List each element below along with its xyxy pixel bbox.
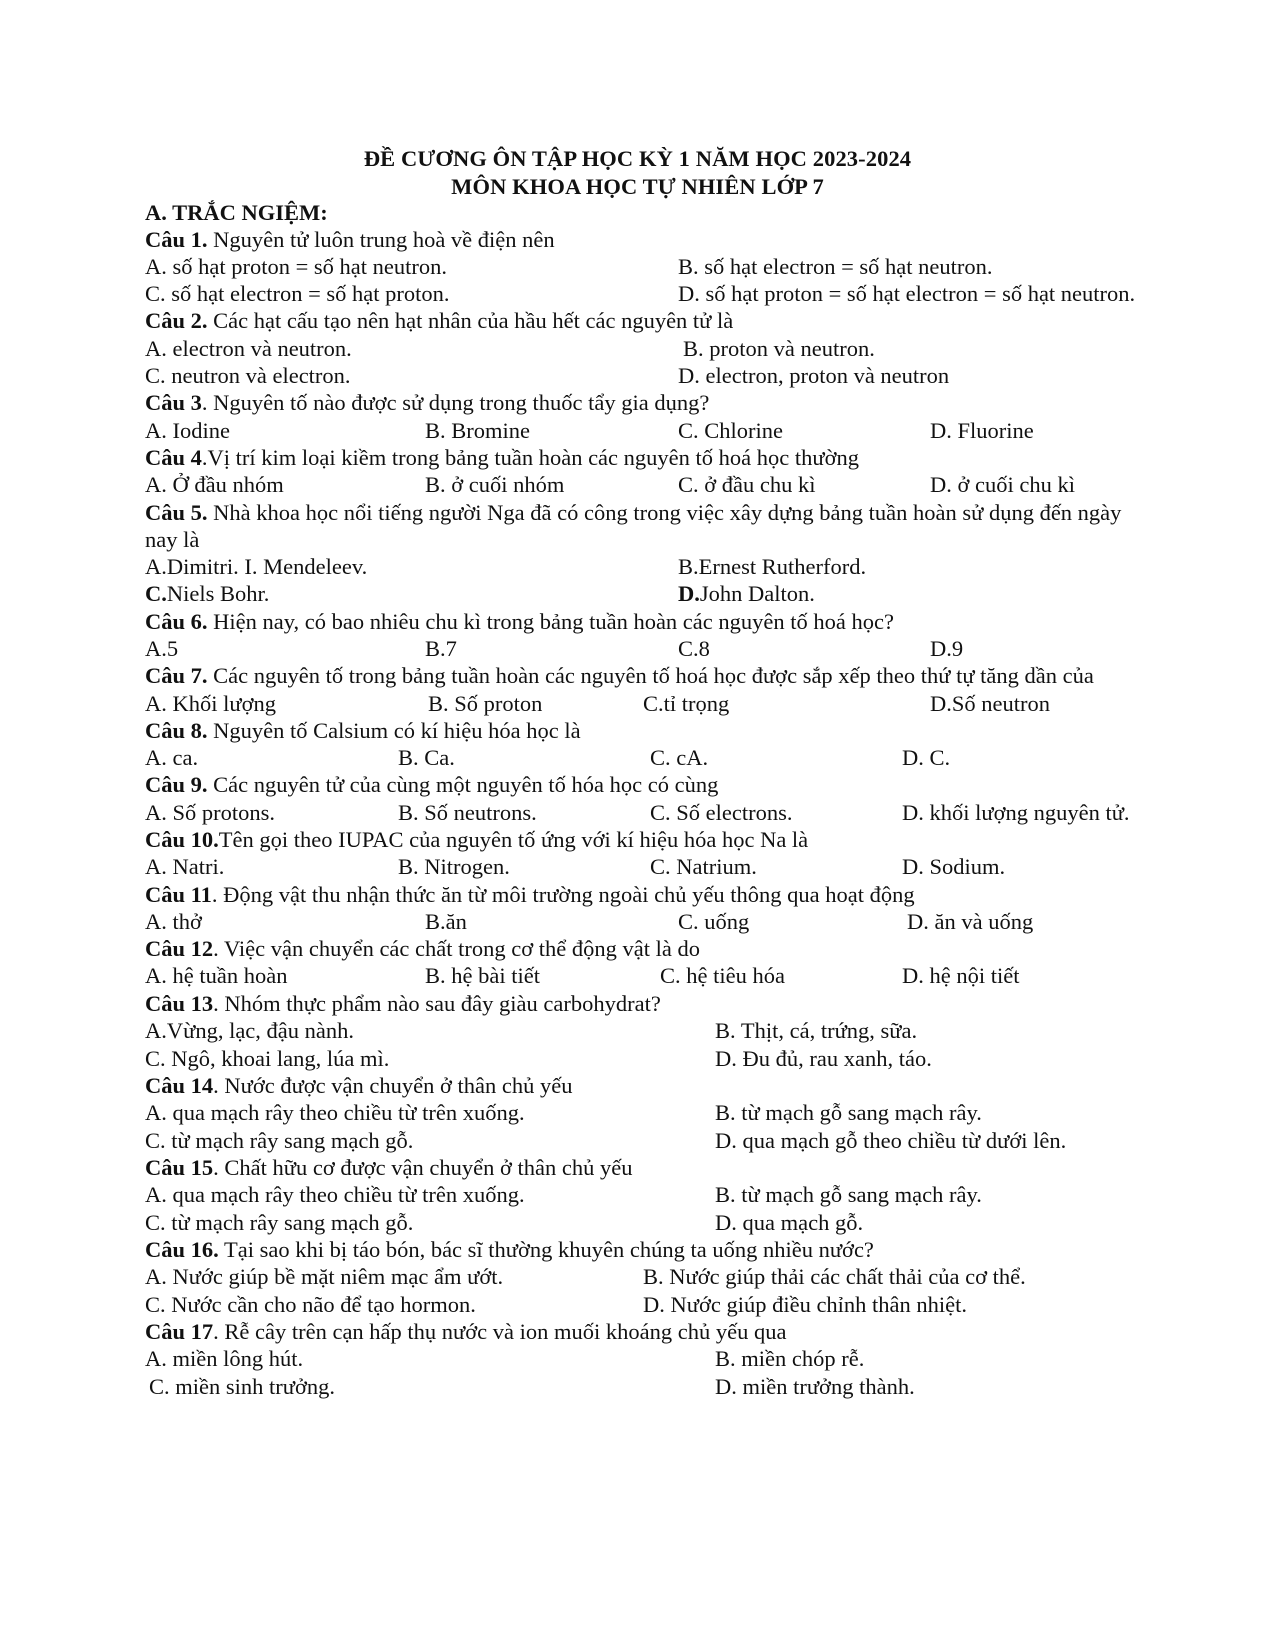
option-c: C.tỉ trọng bbox=[643, 691, 730, 716]
section-heading: A. TRẮC NGIỆM: bbox=[145, 200, 328, 225]
question-label: Câu 2. bbox=[145, 308, 208, 333]
question-14 bbox=[145, 1073, 573, 1099]
option-d: D.9 bbox=[930, 636, 964, 661]
option-d: D.Số neutron bbox=[930, 691, 1050, 716]
option-d: D. Sodium. bbox=[902, 854, 1006, 879]
question-3 bbox=[145, 390, 709, 416]
question-text: Các hạt cấu tạo nên hạt nhân của hầu hết các nguyên tử là bbox=[207, 308, 734, 333]
question-7 bbox=[145, 663, 1094, 689]
question-11 bbox=[145, 882, 915, 908]
option-c: C. neutron và electron. bbox=[145, 363, 351, 388]
option-letter: D. bbox=[678, 581, 700, 606]
option-b: B. miền chóp rễ. bbox=[715, 1346, 865, 1371]
option-c bbox=[145, 581, 269, 607]
option-b: B. Ca. bbox=[398, 745, 455, 770]
option-c: C. ở đầu chu kì bbox=[678, 472, 816, 497]
question-16 bbox=[145, 1237, 874, 1263]
option-d bbox=[678, 581, 815, 607]
option-d: D. Fluorine bbox=[930, 418, 1034, 443]
question-label: Câu 8. bbox=[145, 718, 208, 743]
question-text: Tên gọi theo IUPAC của nguyên tố ứng với kí hiệu hóa học Na là bbox=[218, 827, 809, 852]
option-c: C. từ mạch rây sang mạch gỗ. bbox=[145, 1210, 414, 1235]
question-text: . Rễ cây trên cạn hấp thụ nước và ion muối khoáng chủ yếu qua bbox=[213, 1319, 787, 1344]
option-d: D. qua mạch gỗ theo chiều từ dưới lên. bbox=[715, 1128, 1067, 1153]
option-b: B. Số proton bbox=[428, 691, 543, 716]
question-text: Hiện nay, có bao nhiêu chu kì trong bảng tuần hoàn các nguyên tố hoá học? bbox=[207, 609, 894, 634]
question-label: Câu 4 bbox=[145, 445, 202, 470]
question-label: Câu 9. bbox=[145, 772, 208, 797]
option-c: C. Ngô, khoai lang, lúa mì. bbox=[145, 1046, 390, 1071]
question-label: Câu 13 bbox=[145, 991, 214, 1016]
option-a: A. Iodine bbox=[145, 418, 230, 443]
option-b: B. Nitrogen. bbox=[398, 854, 510, 879]
option-c: C. số hạt electron = số hạt proton. bbox=[145, 281, 450, 306]
option-c: C. Chlorine bbox=[678, 418, 783, 443]
question-label: Câu 16. bbox=[145, 1237, 219, 1262]
question-10 bbox=[145, 827, 808, 853]
question-label: Câu 11 bbox=[145, 882, 212, 907]
document-title: ĐỀ CƯƠNG ÔN TẬP HỌC KỲ 1 NĂM HỌC 2023-2024 bbox=[363, 146, 912, 171]
option-d: D. ăn và uống bbox=[907, 909, 1034, 934]
question-label: Câu 17 bbox=[145, 1319, 214, 1344]
option-b: B. Bromine bbox=[425, 418, 530, 443]
option-c: C. uống bbox=[678, 909, 750, 934]
question-label: Câu 6. bbox=[145, 609, 208, 634]
option-a: A. electron và neutron. bbox=[145, 336, 352, 361]
option-d: D. Nước giúp điều chỉnh thân nhiệt. bbox=[643, 1292, 968, 1317]
option-b: B. Nước giúp thải các chất thải của cơ thể. bbox=[643, 1264, 1026, 1289]
option-d: D. ở cuối chu kì bbox=[930, 472, 1075, 497]
question-5 bbox=[145, 500, 1121, 526]
option-d: D. electron, proton và neutron bbox=[678, 363, 950, 388]
option-b: B. từ mạch gỗ sang mạch rây. bbox=[715, 1100, 982, 1125]
option-b: B. ở cuối nhóm bbox=[425, 472, 565, 497]
option-a: A. số hạt proton = số hạt neutron. bbox=[145, 254, 448, 279]
question-text-continued: nay là bbox=[145, 527, 200, 552]
question-label: Câu 7. bbox=[145, 663, 208, 688]
option-b: B. proton và neutron. bbox=[683, 336, 875, 361]
question-4 bbox=[145, 445, 859, 471]
question-text: Các nguyên tố trong bảng tuần hoàn các nguyên tố hoá học được sắp xếp theo thứ tự tăng dần của bbox=[207, 663, 1094, 688]
option-c: C. hệ tiêu hóa bbox=[660, 963, 785, 988]
option-a: A. qua mạch rây theo chiều từ trên xuống. bbox=[145, 1182, 525, 1207]
question-text: Nhà khoa học nổi tiếng người Nga đã có công trong việc xây dựng bảng tuần hoàn sử dụng đến ngày bbox=[207, 500, 1122, 525]
option-c: C. miền sinh trưởng. bbox=[149, 1374, 335, 1399]
option-d: D. miền trưởng thành. bbox=[715, 1374, 915, 1399]
option-c: C. cA. bbox=[650, 745, 709, 770]
option-c: C. từ mạch rây sang mạch gỗ. bbox=[145, 1128, 414, 1153]
option-a: A.Vừng, lạc, đậu nành. bbox=[145, 1018, 355, 1043]
question-text: . Động vật thu nhận thức ăn từ môi trường ngoài chủ yếu thông qua hoạt động bbox=[211, 882, 915, 907]
question-13 bbox=[145, 991, 661, 1017]
question-label: Câu 3 bbox=[145, 390, 202, 415]
option-a: A. miền lông hút. bbox=[145, 1346, 304, 1371]
document-subtitle: MÔN KHOA HỌC TỰ NHIÊN LỚP 7 bbox=[451, 174, 824, 199]
option-a: A. Nước giúp bề mặt niêm mạc ẩm ướt. bbox=[145, 1264, 504, 1289]
option-b: B. hệ bài tiết bbox=[425, 963, 540, 988]
option-b: B.Ernest Rutherford. bbox=[678, 554, 867, 579]
question-2 bbox=[145, 308, 733, 334]
question-label: Câu 1. bbox=[145, 227, 208, 252]
question-label: Câu 15 bbox=[145, 1155, 214, 1180]
question-8 bbox=[145, 718, 581, 744]
option-d: D. khối lượng nguyên tử. bbox=[902, 800, 1130, 825]
option-a: A. hệ tuần hoàn bbox=[145, 963, 288, 988]
option-a: A. thở bbox=[145, 909, 202, 934]
option-b: B. số hạt electron = số hạt neutron. bbox=[678, 254, 993, 279]
question-9 bbox=[145, 772, 718, 798]
option-b: B. Thịt, cá, trứng, sữa. bbox=[715, 1018, 918, 1043]
option-a: A. ca. bbox=[145, 745, 199, 770]
question-12 bbox=[145, 936, 700, 962]
question-text: . Chất hữu cơ được vận chuyển ở thân chủ yếu bbox=[213, 1155, 633, 1180]
question-label: Câu 12 bbox=[145, 936, 214, 961]
option-c: C. Số electrons. bbox=[650, 800, 793, 825]
option-d: D. hệ nội tiết bbox=[902, 963, 1020, 988]
option-d: D. Đu đủ, rau xanh, táo. bbox=[715, 1046, 932, 1071]
option-b: B. từ mạch gỗ sang mạch rây. bbox=[715, 1182, 982, 1207]
option-text: John Dalton. bbox=[699, 581, 815, 606]
question-text: Các nguyên tử của cùng một nguyên tố hóa học có cùng bbox=[207, 772, 719, 797]
question-text: Tại sao khi bị táo bón, bác sĩ thường khuyên chúng ta uống nhiều nước? bbox=[218, 1237, 874, 1262]
option-a: A. Khối lượng bbox=[145, 691, 276, 716]
question-6 bbox=[145, 609, 894, 635]
option-b: B.7 bbox=[425, 636, 457, 661]
option-b: B.ăn bbox=[425, 909, 467, 934]
option-c: C. Nước cần cho não để tạo hormon. bbox=[145, 1292, 476, 1317]
option-a: A.Dimitri. I. Mendeleev. bbox=[145, 554, 368, 579]
question-label: Câu 14 bbox=[145, 1073, 214, 1098]
question-label: Câu 5. bbox=[145, 500, 208, 525]
question-label: Câu 10. bbox=[145, 827, 219, 852]
option-a: A.5 bbox=[145, 636, 179, 661]
option-d: D. C. bbox=[902, 745, 951, 770]
option-text: Niels Bohr. bbox=[166, 581, 270, 606]
question-text: . Nước được vận chuyển ở thân chủ yếu bbox=[213, 1073, 573, 1098]
question-text: . Nhóm thực phẩm nào sau đây giàu carbohydrat? bbox=[213, 991, 661, 1016]
option-b: B. Số neutrons. bbox=[398, 800, 537, 825]
option-a: A. Natri. bbox=[145, 854, 225, 879]
question-text: . Nguyên tố nào được sử dụng trong thuốc tẩy gia dụng? bbox=[201, 390, 710, 415]
question-text: . Việc vận chuyển các chất trong cơ thể động vật là do bbox=[213, 936, 700, 961]
question-text: Nguyên tử luôn trung hoà về điện nên bbox=[207, 227, 555, 252]
option-a: A. Số protons. bbox=[145, 800, 276, 825]
option-d: D. qua mạch gỗ. bbox=[715, 1210, 864, 1235]
option-c: C.8 bbox=[678, 636, 710, 661]
question-1 bbox=[145, 227, 555, 253]
option-c: C. Natrium. bbox=[650, 854, 757, 879]
question-15 bbox=[145, 1155, 633, 1181]
option-a: A. qua mạch rây theo chiều từ trên xuống. bbox=[145, 1100, 525, 1125]
option-letter: C. bbox=[145, 581, 167, 606]
option-d: D. số hạt proton = số hạt electron = số hạt neutron. bbox=[678, 281, 1136, 306]
question-17 bbox=[145, 1319, 786, 1345]
question-text: .Vị trí kim loại kiềm trong bảng tuần hoàn các nguyên tố hoá học thường bbox=[201, 445, 859, 470]
question-text: Nguyên tố Calsium có kí hiệu hóa học là bbox=[207, 718, 581, 743]
option-a: A. Ở đầu nhóm bbox=[145, 472, 284, 497]
